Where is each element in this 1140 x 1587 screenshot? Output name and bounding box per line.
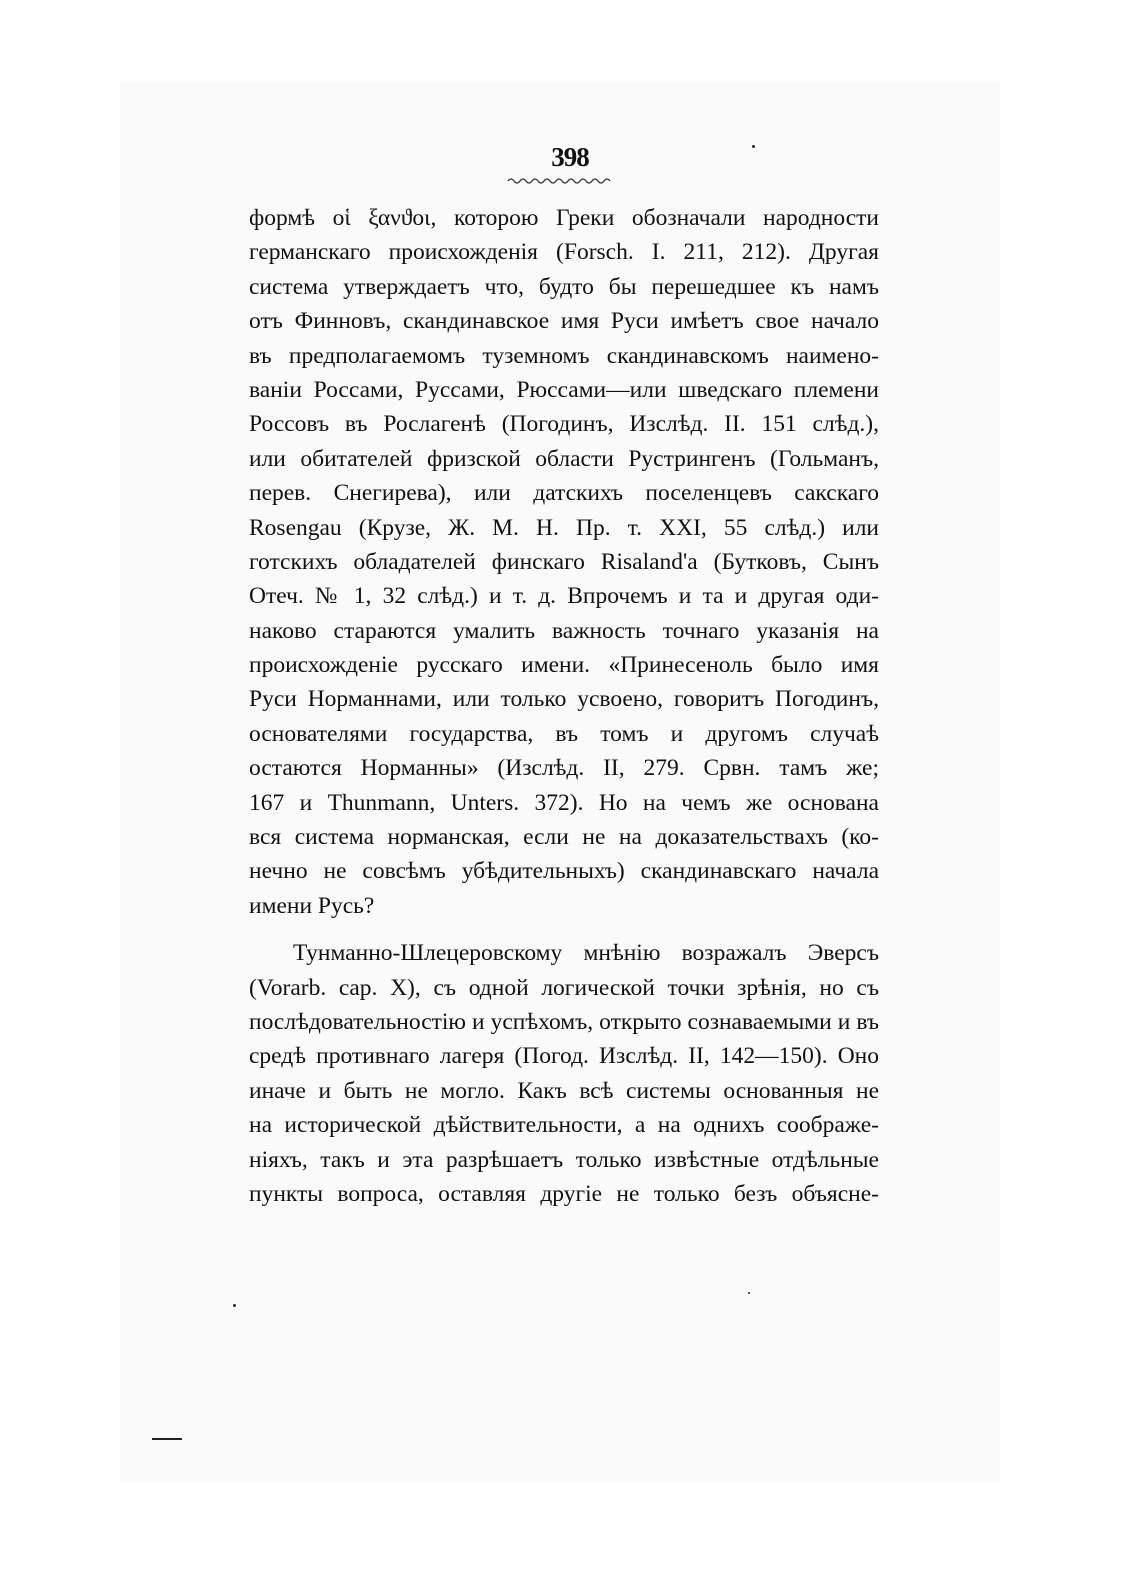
text-line: пункты вопроса, оставляя другіе не только безъ объясне- (249, 1180, 879, 1207)
text-line: германскаго происхожденія (Forsch. I. 211, 212). Другая (249, 239, 879, 266)
text-line: вся система норманская, если не на доказательствахъ (ко- (249, 824, 879, 851)
text-line: происхожденіе русскаго имени. «Принесеноль было имя (249, 652, 879, 679)
paragraph-1 (249, 201, 879, 923)
text-line: въ предполагаемомъ туземномъ скандинавскомъ наимено- (249, 342, 879, 369)
decorative-rule (506, 176, 618, 184)
text-line: наково стараются умалить важность точнаго указанія на (249, 617, 879, 644)
paragraph-2 (249, 936, 879, 1211)
text-line: 167 и Thunmann, Unters. 372). Но на чемъ же основана (249, 789, 879, 816)
scan-mark (152, 1438, 182, 1440)
text-line: ваніи Россами, Руссами, Рюссами—или шведскаго племени (249, 376, 879, 403)
scan-speck (233, 1304, 236, 1307)
text-line: или обитателей фризской области Рустрингенъ (Гольманъ, (249, 445, 879, 472)
text-line: формѣ οἱ ξανϑοι, которою Греки обозначали народности (249, 205, 879, 231)
text-line: основателями государства, въ томъ и другомъ случаѣ (249, 720, 879, 747)
text-line: на исторической дѣйствительности, а на однихъ соображе- (249, 1112, 879, 1139)
text-line: отъ Финновъ, скандинавское имя Руси имѣетъ свое начало (249, 308, 879, 335)
text-line: Тунманно-Шлецеровскому мнѣнію возражалъ Эверсъ (293, 940, 879, 967)
text-line: иначе и быть не могло. Какъ всѣ системы основанныя не (249, 1077, 879, 1104)
text-line: ніяхъ, такъ и эта разрѣшаетъ только извѣстные отдѣльные (249, 1146, 879, 1173)
text-line: остаются Норманны» (Изслѣд. II, 279. Срвн. тамъ же; (249, 755, 879, 782)
text-line: Руси Норманнами, или только усвоено, говоритъ Погодинъ, (249, 686, 879, 713)
text-line: имени Русь? (249, 892, 375, 919)
text-line: перев. Снегирева), или датскихъ поселенцевъ сакскаго (249, 480, 879, 507)
text-line: Россовъ въ Рослагенѣ (Погодинъ, Изслѣд. II. 151 слѣд.), (249, 411, 879, 438)
text-line: нечно не совсѣмъ убѣдительныхъ) скандинавскаго начала (249, 858, 879, 885)
text-line: готскихъ обладателей финскаго Risaland'a (Бутковъ, Сынъ (249, 548, 879, 575)
text-line: средѣ противнаго лагеря (Погод. Изслѣд. II, 142—150). Оно (249, 1043, 879, 1070)
text-line: система утверждаетъ что, будто бы перешедшее къ намъ (249, 273, 879, 300)
scan-speck (752, 145, 755, 148)
body-text (249, 201, 879, 1211)
text-line: послѣдовательностію и успѣхомъ, открыто сознаваемыми и въ (249, 1008, 879, 1035)
page-number: 398 (551, 142, 589, 172)
scan-speck (748, 1292, 750, 1294)
text-line: Отеч. № 1, 32 слѣд.) и т. д. Впрочемъ и та и другая оди- (249, 583, 879, 610)
text-line: Rosengau (Крузе, Ж. М. Н. Пр. т. XXI, 55 слѣд.) или (249, 514, 879, 541)
text-line: (Vorarb. cap. X), съ одной логической точки зрѣнія, но съ (249, 974, 879, 1001)
